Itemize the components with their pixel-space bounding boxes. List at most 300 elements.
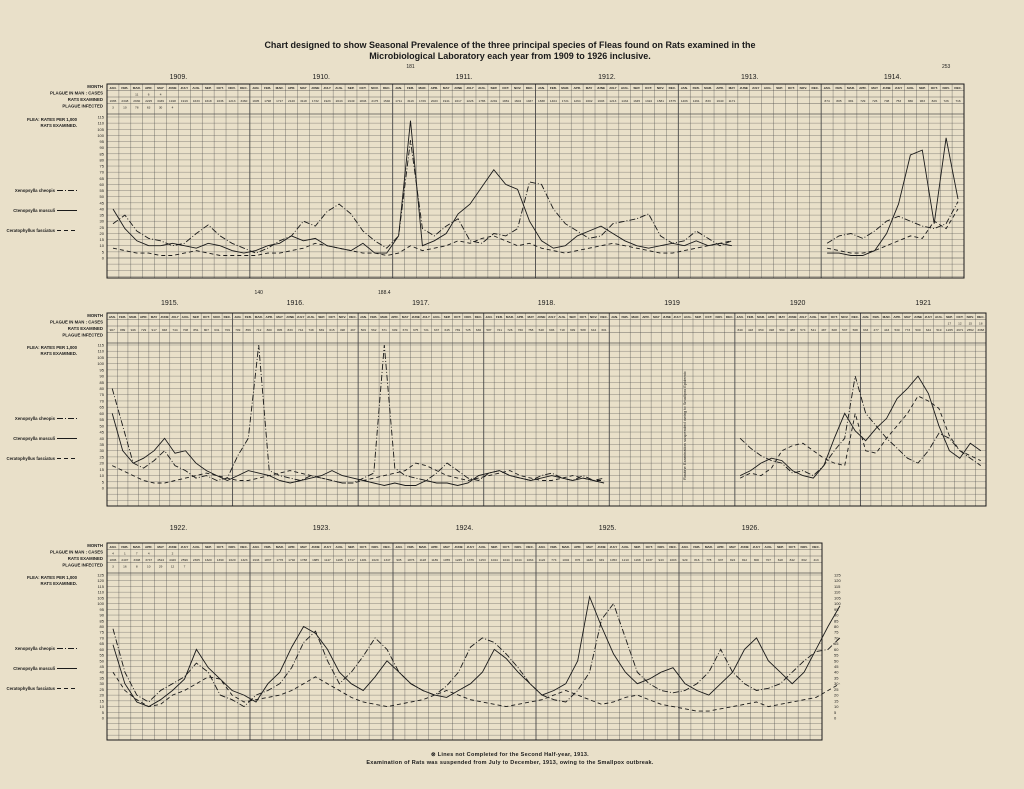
month-label: FEB.: [244, 315, 252, 319]
rats-examined-value: 1180: [586, 558, 593, 562]
y-tick-label-right: 55: [834, 652, 839, 658]
rats-examined-value: 907: [109, 328, 115, 332]
y-tick-label: 60: [99, 646, 104, 652]
month-label: DEC.: [812, 545, 820, 549]
y-tick-label-right: 105: [834, 595, 841, 601]
rats-examined-value: 1721: [561, 99, 569, 103]
rats-examined-value: 753: [895, 99, 902, 103]
month-label: JAN.: [538, 545, 546, 549]
month-label: FEB.: [370, 315, 378, 319]
month-label: APR.: [859, 86, 867, 90]
y-tick-label: 45: [99, 429, 104, 435]
legend-label-muscuii: Ctenopsylla musculi: [13, 666, 55, 671]
month-label: JULY: [323, 86, 332, 90]
rats-examined-value: 856: [245, 328, 251, 332]
y-tick-label: 100: [97, 601, 104, 607]
month-label: DEC.: [600, 315, 608, 319]
y-tick-label-right: 20: [834, 692, 839, 698]
month-label: SEP.: [820, 315, 828, 319]
rats-examined-value: 2226: [466, 99, 474, 103]
rats-examined-value: 866: [907, 99, 914, 103]
month-label: AUG.: [192, 545, 201, 549]
month-label: FEB.: [550, 545, 558, 549]
y-tick-label: 95: [99, 606, 104, 612]
footnote-2: Examination of Rats was suspended from July to December, 1913, owing to the Smallpox outbreak.: [366, 760, 654, 766]
y-tick-label: 120: [97, 578, 104, 584]
month-label: MAR.: [757, 315, 765, 319]
month-label: AUG.: [935, 315, 943, 319]
row-label-rats_examined: RATS EXAMINED: [67, 326, 103, 331]
rats-examined-value: 1838: [538, 99, 545, 103]
rats-examined-value: 721: [423, 328, 429, 332]
y-tick-label: 105: [97, 354, 104, 360]
month-label: DEC.: [526, 545, 534, 549]
plague-infected-value: 29: [158, 564, 163, 569]
rats-examined-value: 725: [465, 328, 471, 332]
y-tick-label: 95: [99, 139, 104, 145]
month-label: NOV.: [800, 545, 808, 549]
rats-examined-value: 2043: [335, 99, 343, 103]
year-label: 1913.: [740, 74, 759, 81]
rats-examined-value: 842: [789, 558, 795, 562]
rats-examined-value: 560: [779, 328, 785, 332]
legend-label-fasciatus: Ceratophyllus fasciatus: [6, 686, 55, 691]
month-label: MAR.: [275, 545, 284, 549]
month-label: JULY: [180, 86, 189, 90]
month-label: SEP.: [490, 86, 498, 90]
month-label: MAY: [300, 545, 307, 549]
month-label: SEP.: [318, 315, 325, 319]
month-label: SEP.: [490, 545, 498, 549]
rats-examined-value: 609: [392, 328, 398, 332]
month-label: OCT.: [202, 315, 210, 319]
y-tick-label-right: 70: [834, 635, 839, 641]
month-label: AUG.: [621, 545, 630, 549]
y-tick-label: 0: [101, 485, 104, 491]
month-label: NOV.: [371, 545, 379, 549]
rats-examined-value: 568: [852, 328, 858, 332]
month-label: APR.: [642, 315, 650, 319]
month-label: JAN.: [359, 315, 367, 319]
rats-examined-value: 1265: [945, 328, 953, 332]
y-tick-label-right: 5: [834, 709, 837, 715]
y-tick-label: 75: [99, 392, 104, 398]
row-label-plague_cases: PLAGUE IN MAN : CASES: [50, 549, 103, 555]
rats-examined-value: 2552: [966, 328, 974, 332]
month-label: SEP.: [347, 86, 355, 90]
month-label: JUNE: [411, 315, 420, 319]
month-label: MAY: [586, 545, 593, 549]
month-label: OCT.: [787, 86, 795, 90]
month-label: JUNE: [788, 315, 797, 319]
legend-label-muscuii: Ctenopsylla musculi: [13, 208, 55, 213]
y-tick-label-right: 85: [834, 618, 839, 624]
y-tick-label: 80: [99, 623, 104, 629]
rats-examined-value: 679: [402, 328, 408, 332]
row-label-month: MONTH: [87, 313, 103, 318]
rats-examined-value: 744: [172, 328, 178, 332]
year-label: 1916.: [286, 300, 305, 307]
rats-examined-value: 3308: [133, 558, 141, 562]
rats-examined-value: 1213: [609, 99, 617, 103]
rats-examined-value: 744: [298, 328, 304, 332]
chart-title-line-1: Chart designed to show Seasonal Prevalence of the three principal species of Fleas found on Rats examined in the: [264, 40, 756, 50]
rats-examined-value: 4971: [956, 328, 964, 332]
year-label: 1918.: [537, 300, 556, 307]
y-tick-label: 115: [97, 114, 104, 120]
rats-examined-value: 1885: [312, 558, 319, 562]
rats-examined-value: 601: [601, 328, 607, 332]
y-tick-label-right: 80: [834, 623, 839, 629]
y-tick-label: 50: [99, 194, 104, 200]
rats-examined-value: 707: [765, 558, 771, 562]
rats-examined-value: 675: [413, 328, 419, 332]
row-label-plague_cases: PLAGUE IN MAN : CASES: [50, 90, 103, 96]
year-label: 1912.: [598, 74, 616, 81]
rats-examined-value: 2225: [145, 99, 153, 103]
rats-examined-value: 1390: [216, 558, 224, 562]
month-label: FEB.: [621, 315, 629, 319]
plague-infected-value: 10: [123, 105, 127, 110]
rats-examined-value: 1003: [669, 558, 677, 562]
y-tick-label: 110: [97, 589, 104, 595]
rats-examined-value: 1147: [324, 558, 331, 562]
rats-examined-value: 1291: [692, 99, 700, 103]
year-label: 1925.: [598, 525, 617, 532]
y-tick-label: 105: [97, 126, 104, 132]
rats-examined-value: 2120: [288, 99, 295, 103]
rats-examined-value: 1323: [240, 558, 248, 562]
rats-examined-value: 760: [517, 328, 523, 332]
rats-examined-value: 488: [789, 328, 795, 332]
month-label: NOV.: [799, 86, 807, 90]
month-label: FEB.: [872, 315, 880, 319]
month-label: JULY: [752, 545, 761, 549]
month-label: JUNE: [453, 86, 463, 90]
y-tick-label: 90: [99, 612, 104, 618]
rats-examined-value: 1153: [479, 558, 486, 562]
month-label: MAY: [276, 315, 283, 319]
rats-examined-value: 726: [872, 99, 878, 103]
row-label-month: MONTH: [87, 543, 103, 548]
y-tick-label: 90: [99, 373, 104, 379]
row-label-flea-rates: FLEA: RATES PER 1,000: [26, 117, 77, 122]
month-label: DEC.: [474, 315, 483, 319]
y-tick-label: 85: [99, 379, 104, 385]
y-tick-label: 0: [101, 255, 104, 261]
month-label: MAY: [527, 315, 535, 319]
month-label: MAR.: [132, 86, 141, 90]
y-tick-label-right: 0: [834, 715, 837, 721]
y-tick-label: 100: [97, 132, 104, 138]
month-label: MAY: [871, 86, 879, 90]
y-tick-label: 70: [99, 398, 104, 404]
month-label: DEC.: [240, 86, 248, 90]
plague-infected-value: 16: [123, 564, 127, 569]
y-tick-label: 30: [99, 681, 104, 687]
rats-examined-value: 541: [810, 328, 816, 332]
y-tick-label: 110: [97, 120, 104, 126]
y-tick-label: 75: [99, 629, 104, 635]
month-label: MAR.: [254, 315, 263, 319]
plague-cases-value: 17: [947, 321, 952, 326]
rats-examined-value: 1581: [657, 99, 664, 103]
y-tick-label: 110: [97, 348, 104, 354]
suspension-note: Routine Examination suspended owing to Smallpox Epidemic: [682, 371, 687, 480]
rats-examined-value: 1620: [228, 558, 236, 562]
legend-label-cheopis: Xenopsylla cheopis: [14, 646, 55, 651]
y-tick-label-right: 90: [834, 612, 839, 618]
month-label: APR.: [139, 315, 148, 319]
month-label: AUG.: [335, 545, 344, 549]
rats-examined-value: 1379: [467, 558, 474, 562]
month-label: DEC.: [977, 315, 985, 319]
rats-examined-value: 1837: [264, 558, 272, 562]
rats-examined-value: 637: [434, 328, 440, 332]
month-label: APR.: [516, 315, 525, 319]
y-tick-label: 30: [99, 218, 104, 224]
year-label: 1926.: [741, 525, 760, 532]
chart-panel-1: [7, 64, 964, 278]
month-label: MAR.: [418, 86, 427, 90]
month-label: FEB.: [835, 86, 843, 90]
y-tick-label: 10: [99, 243, 104, 249]
rats-examined-value: 729: [860, 99, 866, 103]
y-tick-label: 5: [101, 249, 104, 255]
plague-infected-value: 3: [112, 564, 114, 569]
rats-examined-value: 800: [753, 558, 760, 562]
rats-examined-value: 588: [580, 328, 586, 332]
rats-examined-value: 2291: [490, 99, 498, 103]
month-label: MAY: [729, 545, 736, 549]
month-label: JUNE: [739, 86, 748, 90]
rats-examined-value: 1788: [300, 558, 308, 562]
rats-examined-value: 1711: [395, 99, 402, 103]
month-label: JULY: [799, 315, 807, 319]
row-label-plague_infected: PLAGUE INFECTED: [62, 332, 103, 338]
rats-examined-value: 3460: [240, 99, 248, 103]
plague-infected-value: 7: [183, 564, 186, 569]
month-label: DEC.: [383, 545, 391, 549]
rats-examined-value: 1168: [633, 558, 641, 562]
y-tick-label: 100: [97, 361, 104, 367]
month-label: DEC.: [668, 86, 677, 90]
month-label: JULY: [171, 315, 179, 319]
rats-examined-value: 1806: [109, 558, 117, 562]
month-label: AUG.: [809, 315, 818, 319]
rats-examined-value: 1717: [347, 558, 355, 562]
legend-label-fasciatus: Ceratophyllus fasciatus: [6, 228, 55, 233]
month-label: NOV.: [514, 545, 522, 549]
rats-examined-value: 1128: [419, 558, 427, 562]
rats-examined-value: 937: [718, 558, 724, 562]
row-label-plague_cases: PLAGUE IN MAN : CASES: [50, 319, 103, 325]
rats-examined-value: 709: [235, 328, 241, 332]
legend-label-cheopis: Xenopsylla cheopis: [14, 416, 55, 421]
month-label: JULY: [547, 315, 556, 319]
plague-cases-value: 18: [979, 321, 983, 326]
y-tick-label: 15: [99, 237, 104, 243]
month-label: NOV.: [228, 86, 236, 90]
rats-examined-value: 1881: [502, 99, 510, 103]
month-label: OCT.: [216, 545, 224, 549]
rats-examined-value: 1044: [490, 558, 498, 562]
month-label: SEP.: [569, 315, 576, 319]
rats-examined-value: 929: [682, 558, 688, 562]
month-label: AUG.: [558, 315, 567, 319]
month-label: SEP.: [192, 315, 200, 319]
month-label: FEB.: [549, 86, 557, 90]
peak-label: 181: [406, 64, 415, 70]
month-label: JULY: [924, 315, 933, 319]
month-label: FEB.: [495, 315, 503, 319]
month-label: JULY: [422, 315, 430, 319]
rats-examined-value: 1575: [668, 99, 676, 103]
month-label: DEC.: [223, 315, 232, 319]
rats-examined-value: 721: [496, 328, 502, 332]
month-label: OCT.: [502, 545, 510, 549]
month-label: FEB.: [121, 545, 129, 549]
rats-examined-value: 631: [214, 328, 220, 332]
rats-examined-value: 874: [824, 99, 830, 103]
month-label: AUG.: [478, 545, 487, 549]
y-tick-label: 75: [99, 163, 104, 169]
rats-examined-value: 3118: [300, 99, 307, 103]
month-label: FEB.: [693, 545, 701, 549]
rats-examined-value: 4426: [169, 558, 176, 562]
rats-examined-value: 443: [884, 328, 890, 332]
y-tick-label: 85: [99, 151, 104, 157]
y-tick-label: 10: [99, 473, 104, 479]
month-label: MAY: [157, 545, 164, 549]
row-label-rats-examined-2: RATS EXAMINED.: [40, 123, 77, 128]
month-label: MAY: [157, 86, 164, 90]
rats-examined-value: 2365: [192, 558, 200, 562]
row-label-rats_examined: RATS EXAMINED: [67, 556, 103, 561]
month-label: NOV.: [213, 315, 221, 319]
y-tick-label-right: 125: [834, 572, 841, 578]
y-tick-label: 65: [99, 175, 104, 181]
month-label: NOV.: [942, 86, 950, 90]
rats-examined-value: 618: [777, 558, 783, 562]
rats-examined-value: 1918: [169, 99, 176, 103]
month-label: APR.: [287, 86, 296, 90]
plague-infected-value: 63: [146, 105, 151, 110]
month-label: OCT.: [956, 315, 964, 319]
rats-examined-value: 1717: [276, 99, 284, 103]
rats-examined-value: 729: [141, 328, 147, 332]
month-label: AUG.: [307, 315, 315, 319]
month-label: JAN.: [610, 315, 619, 319]
rats-examined-value: 1792: [288, 558, 296, 562]
month-label: JUNE: [168, 545, 177, 549]
month-label: APR.: [717, 545, 725, 549]
y-tick-label-right: 100: [834, 601, 841, 607]
rats-examined-value: 487: [821, 328, 827, 332]
rats-examined-value: 699: [570, 328, 576, 332]
rats-examined-value: 608: [831, 328, 837, 332]
y-tick-label: 25: [99, 224, 104, 230]
y-tick-label: 25: [99, 454, 104, 460]
legend-label-fasciatus: Ceratophyllus fasciatus: [6, 456, 55, 461]
month-label: NOV.: [371, 86, 379, 90]
rats-examined-value: 3747: [145, 558, 153, 562]
y-tick-label-right: 60: [834, 646, 839, 652]
y-tick-label-right: 10: [834, 704, 839, 710]
rats-examined-value: 1324: [645, 99, 653, 103]
month-label: SEP.: [694, 315, 702, 319]
rats-examined-value: 1949: [347, 99, 355, 103]
y-tick-label: 115: [97, 342, 104, 348]
row-label-plague_infected: PLAGUE INFECTED: [62, 103, 103, 109]
rats-examined-value: 1933: [252, 558, 260, 562]
year-label: 1923.: [312, 525, 331, 532]
month-label: AUG.: [763, 86, 772, 90]
month-label: APR.: [145, 545, 153, 549]
y-tick-label: 65: [99, 404, 104, 410]
month-label: JULY: [323, 545, 332, 549]
month-label: DEC.: [525, 86, 534, 90]
month-label: MAR.: [631, 315, 640, 319]
month-label: NOV.: [338, 315, 347, 319]
rats-examined-value: 1937: [526, 99, 533, 103]
rats-examined-value: 1786: [478, 99, 486, 103]
month-label: APR.: [144, 86, 153, 90]
month-label: JULY: [751, 86, 760, 90]
y-tick-label: 85: [99, 618, 104, 624]
rats-examined-value: 807: [203, 328, 209, 332]
y-tick-label: 20: [99, 230, 104, 236]
month-label: JAN.: [234, 315, 242, 319]
rats-examined-value: 805: [277, 328, 283, 332]
y-tick-label: 35: [99, 675, 104, 681]
y-tick-label: 35: [99, 441, 104, 447]
month-label: JAN.: [108, 315, 116, 319]
rats-examined-value: 1165: [336, 558, 343, 562]
month-label: MAR.: [882, 315, 891, 319]
rats-examined-value: 633: [863, 328, 869, 332]
y-tick-label-right: 25: [834, 686, 839, 692]
rats-examined-value: 1617: [454, 99, 462, 103]
month-label: MAR.: [275, 86, 284, 90]
month-label: APR.: [430, 86, 439, 90]
peak-label: 140: [254, 290, 263, 296]
rats-examined-value: 1846: [359, 99, 367, 103]
month-label: JUNE: [662, 315, 671, 319]
rats-examined-value: 1603: [597, 99, 605, 103]
month-label: AUG.: [192, 86, 201, 90]
rats-examined-value: 1732: [311, 99, 319, 103]
rats-examined-value: 851: [193, 328, 199, 332]
row-label-rats_examined: RATS EXAMINED: [67, 97, 103, 102]
rats-examined-value: 669: [318, 328, 325, 332]
month-label: MAR.: [561, 545, 570, 549]
y-tick-label: 35: [99, 212, 104, 218]
rats-examined-value: 615: [329, 328, 335, 332]
rats-examined-value: 1406: [680, 99, 688, 103]
plague-infected-value: 12: [170, 564, 175, 569]
y-tick-label-right: 40: [834, 669, 839, 675]
month-label: JULY: [466, 545, 475, 549]
plague-cases-value: 4: [147, 551, 150, 556]
y-tick-label: 45: [99, 664, 104, 670]
rats-examined-value: 812: [741, 558, 748, 562]
rats-examined-value: 1618: [204, 99, 212, 103]
month-label: JAN.: [485, 315, 493, 319]
y-tick-label-right: 115: [834, 583, 841, 589]
row-label-flea-rates: FLEA: RATES PER 1,000: [26, 575, 77, 580]
rats-examined-value: 574: [800, 328, 806, 332]
